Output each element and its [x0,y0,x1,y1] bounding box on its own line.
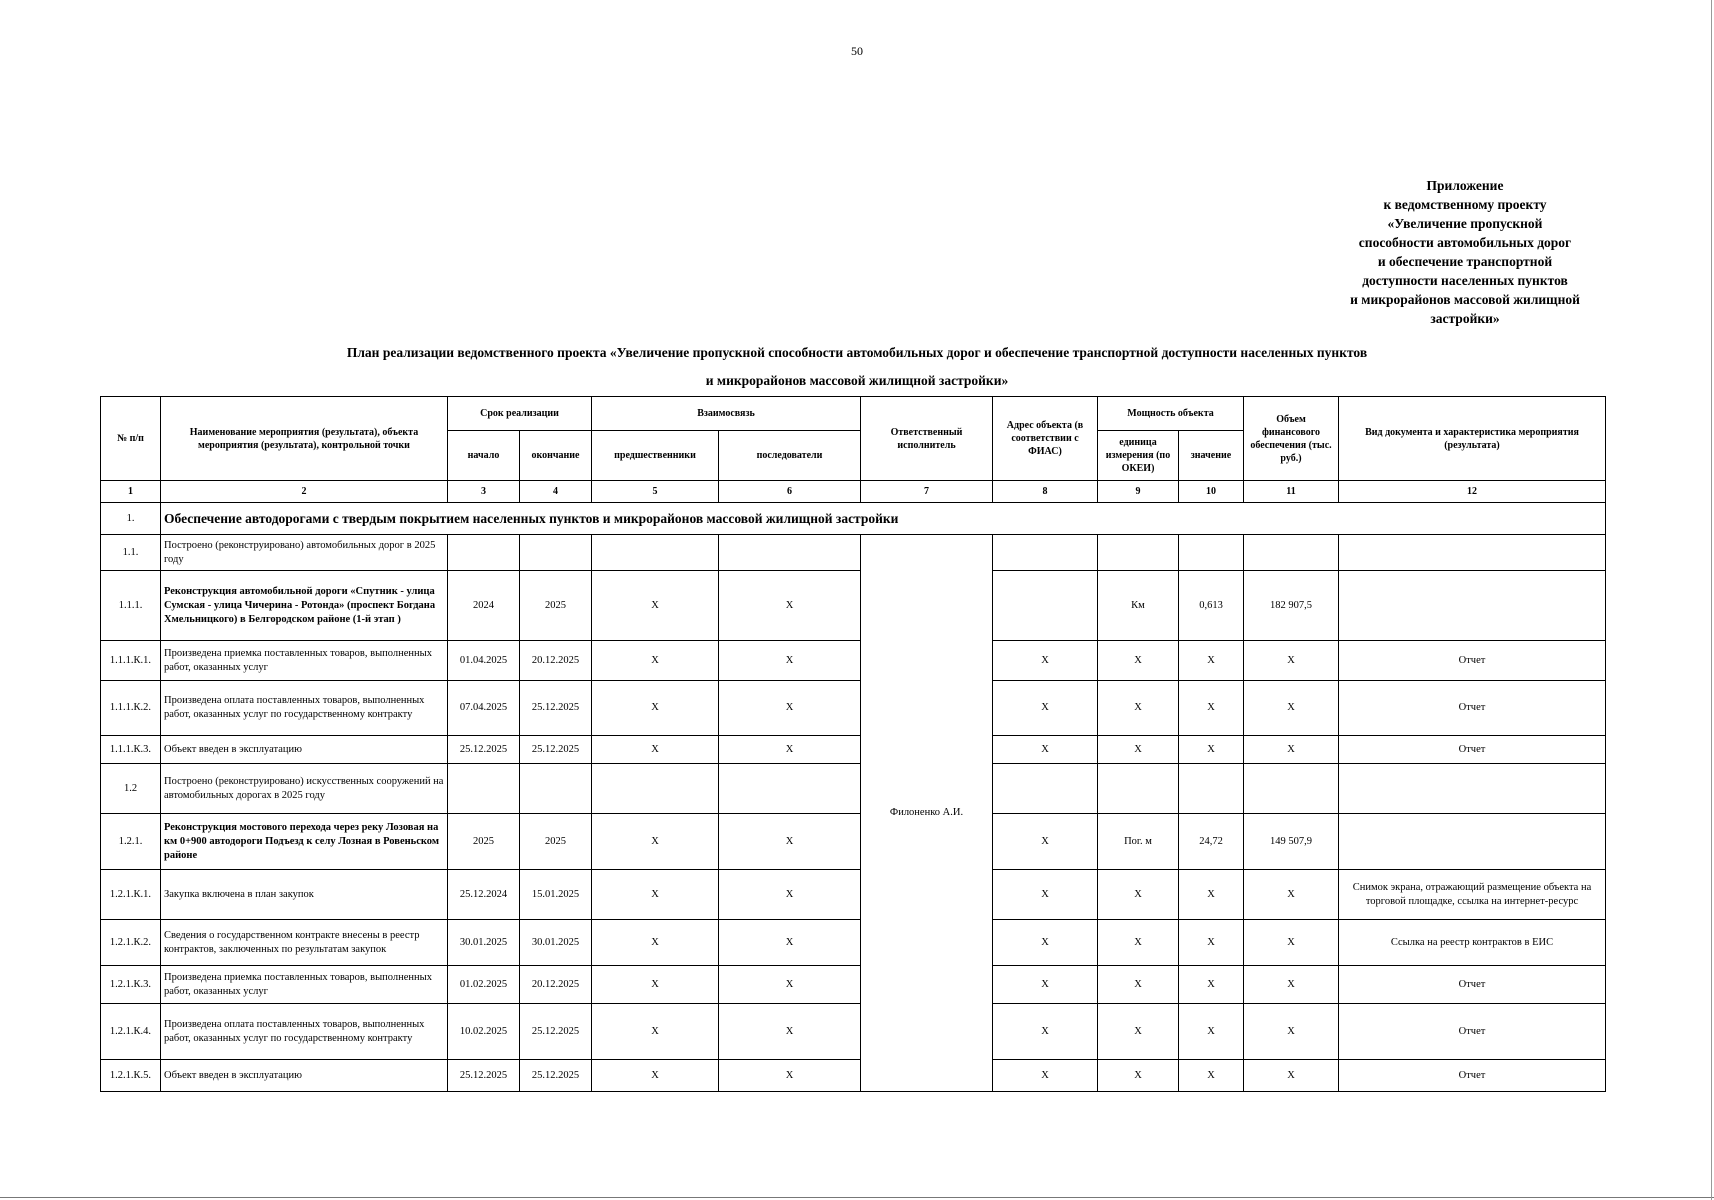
row-doc: Отчет [1339,641,1606,681]
row-unit: Х [1098,920,1179,966]
appendix-line: способности автомобильных дорог [1358,235,1572,250]
appendix-line: к ведомственному проекту [1383,197,1547,212]
row-succ: Х [719,736,861,764]
row-unit [1098,535,1179,571]
row-name: Построено (реконструировано) автомобильных дорог в 2025 году [161,535,448,571]
row-name: Объект введен в эксплуатацию [161,1060,448,1092]
row-unit: Км [1098,571,1179,641]
row-name: Реконструкция автомобильной дороги «Спутник - улица Сумская - улица Чичерина - Ротонда» (проспект Богдана Хмельницкого) в Белгородском районе (1-й этап ) [161,571,448,641]
row-succ: Х [719,966,861,1004]
table-row [101,571,1606,641]
col-number: 1 [101,481,161,503]
row-end: 15.01.2025 [520,870,592,920]
row-addr: Х [993,681,1098,736]
row-fin [1244,535,1339,571]
appendix-line: застройки» [1430,311,1500,326]
row-start: 01.04.2025 [448,641,520,681]
row-fin: 182 907,5 [1244,571,1339,641]
row-unit: Х [1098,966,1179,1004]
plan-title [0,339,1714,395]
appendix-line: и микрорайонов массовой жилищной [1350,292,1580,307]
row-start [448,535,520,571]
row-num: 1.2.1.К.4. [101,1004,161,1060]
header-unit: единица измерения (по ОКЕИ) [1098,431,1179,481]
row-value: 0,613 [1179,571,1244,641]
row-fin: Х [1244,1060,1339,1092]
row-fin [1244,764,1339,814]
row-start: 25.12.2024 [448,870,520,920]
row-value: Х [1179,641,1244,681]
row-pred: Х [592,1004,719,1060]
header-doc: Вид документа и характеристика мероприятия (результата) [1339,397,1606,481]
row-unit: Х [1098,641,1179,681]
row-succ: Х [719,920,861,966]
header-name: Наименование мероприятия (результата), объекта мероприятия (результата), контрольной точки [161,397,448,481]
row-start: 25.12.2025 [448,1060,520,1092]
row-fin: Х [1244,736,1339,764]
row-addr: Х [993,966,1098,1004]
row-succ [719,764,861,814]
row-unit: Х [1098,1060,1179,1092]
row-num: 1.1.1. [101,571,161,641]
table-row [101,736,1606,764]
header-num: № п/п [101,397,161,481]
table-row [101,681,1606,736]
col-number: 8 [993,481,1098,503]
row-name: Произведена оплата поставленных товаров, выполненных работ, оказанных услуг по государственному контракту [161,681,448,736]
row-end: 2025 [520,814,592,870]
row-addr: Х [993,814,1098,870]
row-pred [592,535,719,571]
row-num: 1.2.1. [101,814,161,870]
plan-title-line-1: План реализации ведомственного проекта «Увеличение пропускной способности автомобильных дорог и обеспечение транспортной доступности населенных пунктов [346,345,1368,360]
table-row [101,814,1606,870]
col-number: 9 [1098,481,1179,503]
row-end: 20.12.2025 [520,641,592,681]
row-doc: Отчет [1339,681,1606,736]
col-number: 10 [1179,481,1244,503]
row-doc [1339,814,1606,870]
header-predecessors: предшественники [592,431,719,481]
row-start: 2024 [448,571,520,641]
row-pred: Х [592,966,719,1004]
appendix-line: доступности населенных пунктов [1362,273,1568,288]
table-row [101,1060,1606,1092]
row-fin: Х [1244,920,1339,966]
row-start: 10.02.2025 [448,1004,520,1060]
row-pred: Х [592,814,719,870]
row-succ: Х [719,870,861,920]
row-fin: Х [1244,641,1339,681]
row-start: 07.04.2025 [448,681,520,736]
row-addr: Х [993,736,1098,764]
row-start [448,764,520,814]
row-end: 2025 [520,571,592,641]
row-succ: Х [719,641,861,681]
page-number: 50 [851,44,863,58]
row-doc [1339,535,1606,571]
row-fin: Х [1244,966,1339,1004]
row-pred: Х [592,681,719,736]
row-num: 1.1.1.К.3. [101,736,161,764]
row-unit: Х [1098,1004,1179,1060]
row-name: Произведена приемка поставленных товаров, выполненных работ, оказанных услуг [161,641,448,681]
row-doc: Ссылка на реестр контрактов в ЕИС [1339,920,1606,966]
row-start: 2025 [448,814,520,870]
table-row [101,920,1606,966]
row-end [520,535,592,571]
row-unit: Х [1098,681,1179,736]
col-number: 6 [719,481,861,503]
header-successors: последователи [719,431,861,481]
row-pred: Х [592,870,719,920]
row-pred: Х [592,641,719,681]
row-addr [993,535,1098,571]
row-value: Х [1179,920,1244,966]
row-doc: Отчет [1339,966,1606,1004]
col-number: 5 [592,481,719,503]
plan-table [100,396,1606,1092]
row-pred: Х [592,736,719,764]
table-row [101,764,1606,814]
row-num: 1.1. [101,535,161,571]
row-end: 20.12.2025 [520,966,592,1004]
row-num: 1.2.1.К.1. [101,870,161,920]
row-num: 1.2.1.К.2. [101,920,161,966]
row-succ: Х [719,814,861,870]
row-fin: 149 507,9 [1244,814,1339,870]
row-fin: Х [1244,870,1339,920]
row-value [1179,535,1244,571]
row-succ [719,535,861,571]
row-end: 25.12.2025 [520,1004,592,1060]
row-addr: Х [993,920,1098,966]
row-end [520,764,592,814]
row-end: 25.12.2025 [520,1060,592,1092]
appendix-block [1330,176,1600,328]
row-pred [592,764,719,814]
row-value [1179,764,1244,814]
row-num: 1.2 [101,764,161,814]
table-row [101,535,1606,571]
row-name: Реконструкция мостового перехода через реку Лозовая на км 0+900 автодороги Подъезд к селу Лозная в Ровеньском районе [161,814,448,870]
header-end: окончание [520,431,592,481]
page-bottom-edge [0,1197,1714,1198]
appendix-line: и обеспечение транспортной [1377,254,1553,269]
row-end: 30.01.2025 [520,920,592,966]
row-value: Х [1179,870,1244,920]
row-num: 1.2.1.К.5. [101,1060,161,1092]
page-right-edge [1711,0,1712,1200]
row-start: 30.01.2025 [448,920,520,966]
row-fin: Х [1244,1004,1339,1060]
row-name: Объект введен в эксплуатацию [161,736,448,764]
row-name: Произведена приемка поставленных товаров, выполненных работ, оказанных услуг [161,966,448,1004]
section-title: Обеспечение автодорогами с твердым покрытием населенных пунктов и микрорайонов массовой жилищной застройки [161,503,1606,535]
row-value: Х [1179,681,1244,736]
row-succ: Х [719,1060,861,1092]
row-end: 25.12.2025 [520,736,592,764]
row-name: Произведена оплата поставленных товаров, выполненных работ, оказанных услуг по государственному контракту [161,1004,448,1060]
row-succ: Х [719,681,861,736]
row-unit: Х [1098,736,1179,764]
col-number: 4 [520,481,592,503]
header-capacity: Мощность объекта [1098,397,1244,431]
executor-cell: Филоненко А.И. [861,535,993,1092]
col-number: 7 [861,481,993,503]
row-addr: Х [993,1004,1098,1060]
row-pred: Х [592,1060,719,1092]
row-doc: Отчет [1339,1004,1606,1060]
row-addr [993,764,1098,814]
header-value: значение [1179,431,1244,481]
plan-title-line-2: и микрорайонов массовой жилищной застройки» [705,373,1009,388]
row-succ: Х [719,571,861,641]
col-number: 11 [1244,481,1339,503]
col-number: 3 [448,481,520,503]
row-value: Х [1179,1004,1244,1060]
row-value: Х [1179,736,1244,764]
row-doc: Снимок экрана, отражающий размещение объекта на торговой площадке, ссылка на интернет-ресурс [1339,870,1606,920]
row-doc [1339,571,1606,641]
header-term: Срок реализации [448,397,592,431]
header-executor: Ответственный исполнитель [861,397,993,481]
appendix-line: «Увеличение пропускной [1387,216,1543,231]
header-relation: Взаимосвязь [592,397,861,431]
row-num: 1.2.1.К.3. [101,966,161,1004]
row-addr: Х [993,870,1098,920]
col-number: 12 [1339,481,1606,503]
row-addr: Х [993,641,1098,681]
row-num: 1.1.1.К.1. [101,641,161,681]
row-name: Сведения о государственном контракте внесены в реестр контрактов, заключенных по результатам закупок [161,920,448,966]
row-start: 01.02.2025 [448,966,520,1004]
header-start: начало [448,431,520,481]
header-finance: Объем финансового обеспечения (тыс. руб.) [1244,397,1339,481]
appendix-line: Приложение [1426,178,1504,193]
row-unit [1098,764,1179,814]
row-doc: Отчет [1339,1060,1606,1092]
row-name: Закупка включена в план закупок [161,870,448,920]
row-unit: Пог. м [1098,814,1179,870]
col-number: 2 [161,481,448,503]
row-value: 24,72 [1179,814,1244,870]
table-row [101,870,1606,920]
row-addr [993,571,1098,641]
row-doc [1339,764,1606,814]
header-address: Адрес объекта (в соответствии с ФИАС) [993,397,1098,481]
table-row [101,966,1606,1004]
row-value: Х [1179,966,1244,1004]
row-name: Построено (реконструировано) искусственных сооружений на автомобильных дорогах в 2025 году [161,764,448,814]
row-doc: Отчет [1339,736,1606,764]
section-num: 1. [101,503,161,535]
section-row [101,503,1606,535]
row-start: 25.12.2025 [448,736,520,764]
table-row [101,1004,1606,1060]
row-pred: Х [592,571,719,641]
row-value: Х [1179,1060,1244,1092]
row-pred: Х [592,920,719,966]
row-succ: Х [719,1004,861,1060]
table-row [101,641,1606,681]
row-fin: Х [1244,681,1339,736]
row-num: 1.1.1.К.2. [101,681,161,736]
row-end: 25.12.2025 [520,681,592,736]
row-unit: Х [1098,870,1179,920]
row-addr: Х [993,1060,1098,1092]
